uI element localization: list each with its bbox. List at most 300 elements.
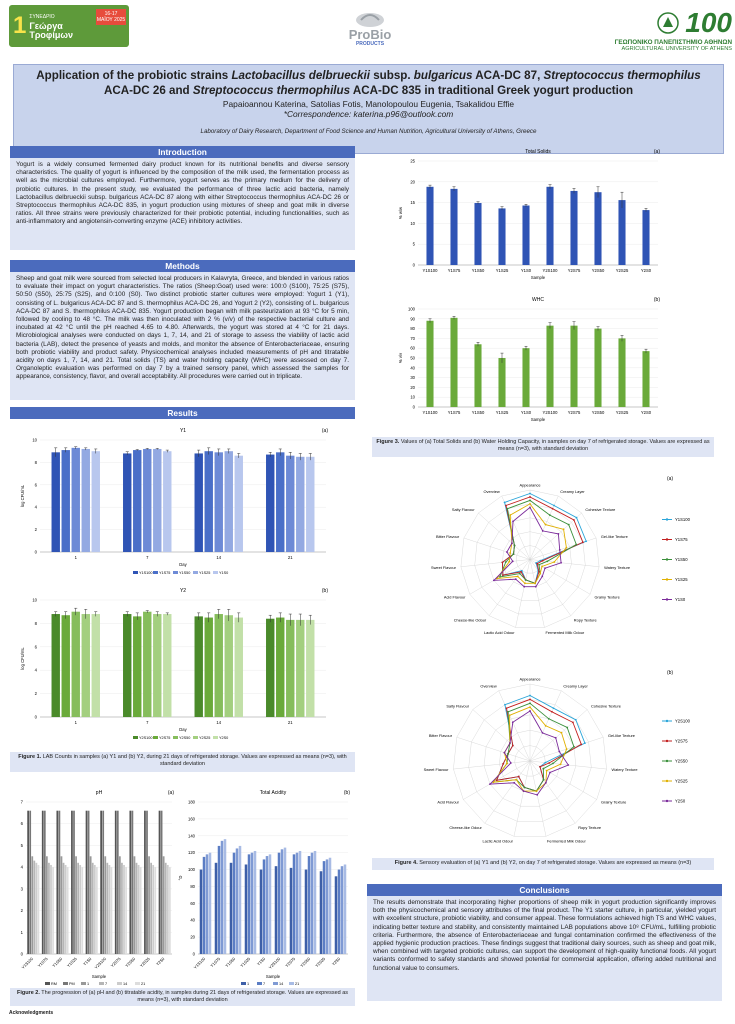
fig2a-ytick-label: 1 (20, 929, 23, 935)
fig4b-axis-label: Bitter Flavour (428, 733, 453, 739)
fig3b-xtick-label: Y2S25 (615, 410, 629, 415)
conclusions-text: The results demonstrate that incorporating higher proportions of sheep milk in yogurt production significantly improves both the physicochemical and sensory attributes of the final product. The Y1 starter culture, in particular, yielded yogurt with excellent structure, probiotic viability, and consumer appeal. These formulations achieved high TS and WHC values, indicating better texture and stability, and consistently maintained LAB populations above 10⁸ CFU/mL, fulfilling probiotic criteria. Furthermore, the absence of Enterobacteriaceae and fungal contamination confirmed the effectiveness of the applied hygienic production practices. These findings suggest that traditional dairy sources, such as sheep and goat milk, when combined with targeted probiotic cultures, can support the development of high-quality functional foods. All yogurt variants conformed to safety standards and showed potential for commercial application, offering added nutritional and functional value to consumers. (367, 896, 722, 1001)
fig2a-bar (140, 867, 142, 954)
fig4a-point (576, 517, 578, 519)
fig2b-bar (269, 854, 272, 954)
fig2b-legend-label: 21 (295, 982, 300, 986)
fig2a-ytick-label: 5 (20, 842, 23, 848)
fig1a-bar (195, 453, 203, 552)
fig2a-bar (109, 865, 111, 954)
fig4b-point (566, 748, 568, 750)
fig2a-xtick-label: Y2S75 (109, 956, 122, 969)
fig1a-ytick-label: 2 (34, 527, 37, 533)
fig4a-point (553, 505, 555, 507)
fig2b-bar (341, 866, 344, 954)
fig2b-bar (293, 854, 296, 954)
fig2a-bar (106, 863, 108, 954)
fig4a-legend-marker (666, 578, 668, 580)
fig2b-bar (290, 868, 293, 954)
fig2a-bar (27, 811, 29, 954)
fig2b-xtick-label: Y2S75 (284, 956, 297, 969)
fig3b-xlabel: Sample (530, 417, 546, 422)
fig3a-ytick-label: 0 (412, 262, 415, 268)
fig1a-panel-label: (a) (321, 428, 328, 434)
fig4a-point (506, 551, 508, 553)
fig4a-point (529, 503, 531, 505)
fig4b-point (529, 706, 531, 708)
fig4b-point (543, 779, 545, 781)
fig4b-point (536, 794, 538, 796)
fig3a-ytick-label: 25 (410, 158, 415, 164)
fig2b-bar (281, 849, 284, 954)
fig1b-bar (163, 614, 171, 717)
fig3b-bar (450, 318, 457, 407)
fig1a-bar (276, 452, 284, 552)
fig2b-legend-label: 14 (279, 982, 284, 986)
fig2a-ytick-label: 3 (20, 886, 23, 892)
fig4a-legend-marker (666, 518, 668, 520)
probio-subtitle: PRODUCTS (355, 40, 385, 47)
fig4a-point (502, 574, 504, 576)
fig2a-legend-swatch (135, 982, 140, 985)
fig4a-point (517, 575, 519, 577)
fig2b-ylabel: °D (178, 875, 183, 881)
fig4a-legend-label: Y1S75 (675, 537, 688, 542)
fig2b-xtick-label: Y1S100 (192, 956, 207, 970)
fig2a-bar (77, 863, 79, 954)
fig4b-legend-label: Y2S25 (675, 778, 688, 784)
fig4a-panel-label: (a) (666, 476, 674, 482)
fig4a-point (519, 573, 521, 575)
fig1b-xtick-label: 1 (74, 720, 77, 725)
fig2a-bar (79, 865, 81, 954)
fig3a-bar (426, 187, 433, 265)
fig3a-ytick-label: 5 (412, 241, 415, 247)
fig3b-bar (426, 321, 433, 407)
fig2b-bar (239, 846, 242, 954)
fig2b-ytick-label: 180 (188, 799, 195, 805)
methods-text: Sheep and goat milk were sourced from selected local producers in Kalavryta, Greece, and blended in various ratios to evaluate their impact on yogurt characteristics. The ratios (Sheep:Goat) used were: 100:0 (S100), 75:25 (S75), 50:50 (S50), 25:75 (S25), and 0:100 (S0). Two distinct probiotic starter cultures were employed: Yogurt 1 (Y1), consisting of L. bulgaricus ACA-DC 87 and S. thermophilus ACA-DC 26, and Yogurt 2 (Y2), consisting of L. bulgaricus ACA-DC 87 and S. thermophilus ACA-DC 835. Yogurt production began with milk pasteurization at 93 °C for 5 min, followed by cooling to 48 °C. The milk was then inoculated with 2 % (v/v) of the respective bacterial culture and incubated at 42 °C until the pH reached 4.65 to 4.80. Afterwards, the yogurt was stored at 4 °C for 21 days. Microbiological analyses were conducted on days 1, 7, 14, and 21 of storage to assess the viability of lactic acid bacteria (LAB), detect the presence of yeasts and molds, and monitor the absence of Enterobacteriaceae, ensuring both probiotic viability and product safety. Physicochemical analyses included measurements of pH and titratable acidity on days 1, 7, 14, and 21. Total solids (TS) and water holding capacity (WHC) were assessed on day 7. Organoleptic evaluation was performed on day 7 by a trained sensory panel, which assessed the samples for appearance, consistency, flavor, and overall acceptability. All procedures were carried out in triplicate. (10, 272, 355, 400)
fig1a-bar (82, 449, 90, 552)
fig4b-point (555, 737, 557, 739)
fig2b-bar (236, 848, 239, 954)
fig2b-xtick-label: Y2S50 (299, 956, 312, 969)
fig3a-xlabel: Sample (530, 275, 546, 280)
fig2b-legend-swatch (289, 982, 294, 985)
fig4b-point (545, 725, 547, 727)
fig2a-ytick-label: 0 (20, 951, 23, 957)
fig1a-ytick-label: 8 (34, 459, 37, 465)
fig4b-chart (410, 664, 720, 854)
fig4a-point (512, 521, 514, 523)
fig4a-point (534, 582, 536, 584)
fig3-caption: Figure 3. Values of (a) Total Solids and (b) Water Holding Capacity, in samples on day 7 of refrigerated storage. Values are expressed as means (n=3), with standard deviation (372, 437, 714, 457)
fig4a-point (575, 544, 577, 546)
fig4b-axis-label: Appearance (519, 676, 541, 682)
fig2a-bar (52, 867, 54, 954)
fig2a-legend-label: RM (51, 982, 57, 986)
fig3b-ytick-label: 40 (410, 365, 415, 371)
fig2b-title: Total Acidity (259, 790, 287, 796)
fig4a-point (552, 508, 554, 510)
fig3a-ytick-label: 10 (410, 220, 415, 226)
fig1b-chart (10, 580, 348, 745)
fig2b-ytick-label: 0 (192, 951, 195, 957)
university-logo (560, 4, 732, 54)
fig3b-bar (522, 348, 529, 407)
fig1a-legend-label: Y1S100 (139, 571, 153, 575)
fig2b-xtick-label: Y1S75 (209, 956, 222, 969)
fig4a-legend-marker (666, 538, 668, 540)
fig1b-legend-label: Y2S25 (199, 736, 211, 740)
fig3a-bar (498, 208, 505, 265)
fig2b-ytick-label: 80 (190, 883, 195, 889)
fig2b-bar (323, 861, 326, 954)
fig3a-xtick-label: Y1S100 (422, 268, 438, 273)
fig4b-point (544, 762, 546, 764)
fig3a-xtick-label: Y2S50 (591, 268, 605, 273)
fig3b-xtick-label: Y1S50 (471, 410, 485, 415)
fig1b-legend-swatch (133, 736, 138, 739)
fig4a-axis-label: Watery Texture (604, 564, 631, 570)
fig1b-legend-swatch (193, 736, 198, 739)
fig4b-point (529, 695, 531, 697)
fig1b-legend-label: Y2S50 (179, 736, 191, 740)
fig2b-chart (176, 780, 356, 1002)
fig4a-point (509, 514, 511, 516)
fig1b-bar (143, 612, 151, 717)
fig4b-point (566, 727, 568, 729)
fig3b-bar (618, 338, 625, 407)
fig2b-xtick-label: Y2S25 (314, 956, 327, 969)
fig4a-point (515, 578, 517, 580)
fig1b-ytick-label: 4 (34, 667, 37, 673)
fig4a-point (529, 496, 531, 498)
fig4a-point (563, 528, 565, 530)
correspondence: *Correspondence: katerina.p96@outlook.com (283, 109, 454, 119)
fig2a-bar (92, 863, 94, 954)
fig2a-xtick-label: Y1S75 (36, 956, 49, 969)
fig4b-point (523, 786, 525, 788)
fig1a-ytick-label: 0 (34, 549, 37, 555)
fig1a-bar (133, 450, 141, 552)
fig3b-xtick-label: Y2S75 (567, 410, 581, 415)
fig2a-xtick-label: Y2S100 (93, 956, 108, 970)
fig1a-bar (123, 453, 131, 552)
fig2a-legend-label: 21 (141, 982, 146, 986)
university-name-en: AGRICULTURAL UNIVERSITY OF ATHENS (621, 45, 732, 52)
fig4a-point (538, 564, 540, 566)
fig1b-xlabel: Day (179, 727, 187, 732)
fig4b-point (551, 711, 553, 713)
fig1a-xtick-label: 21 (287, 555, 293, 560)
fig3a-xtick-label: Y2S100 (542, 268, 558, 273)
fig2a-bar (115, 811, 117, 954)
fig3b-ytick-label: 20 (410, 384, 415, 390)
fig4b-legend-label: Y2S50 (675, 758, 688, 764)
fig2a-panel-label: (a) (167, 790, 174, 796)
introduction-text: Yogurt is a widely consumed fermented dairy product known for its nutritional benefits and diverse sensory characteristics. The quality of yogurt is influenced by the composition of the milk used, the fermentation process as well as the microbial cultures employed. Furthermore, yogurt serves as the primary medium for the delivery of probiotic cultures. In the present study, we evaluated the performance of three lactic acid bacteria, namely Lactobacillus delbrueckii subsp. bulgaricus ACA-DC 87 along with either Streptococcus thermophilus ACA-DC 26 or Streptococcus thermophilus ACA-DC 835, in yogurt production using mixtures of sheep and goat milk in diverse ratios. All three strains were previously characterized for their probiotic potential, including functionalities, such as anti-inflammatory and angiotensin-converting enzyme (ACE) inhibitory activities. (10, 158, 355, 250)
fig1a-bar (143, 449, 151, 552)
fig4b-point (549, 772, 551, 774)
fig2b-panel-label: (b) (343, 790, 350, 796)
fig3b-bar (594, 329, 601, 407)
fig2a-bar (44, 811, 46, 954)
fig2a-bar (104, 856, 106, 954)
fig2a-bar (63, 863, 65, 954)
fig2a-xtick-label: Y1S25 (65, 956, 78, 969)
fig4a-point (504, 501, 506, 503)
fig3b-xtick-label: Y1S75 (447, 410, 461, 415)
fig4a-point (523, 586, 525, 588)
fig3b-xtick-label: Y1S100 (422, 410, 438, 415)
fig2a-legend-label: 7 (105, 982, 108, 986)
fig4a-point (565, 547, 567, 549)
fig1a-bar (296, 457, 304, 552)
conference-name-1: Γεώργα (29, 20, 63, 31)
fig2a-bar (50, 865, 52, 954)
fig3a-xtick-label: Y1S25 (495, 268, 509, 273)
probio-name: ProBio (348, 26, 392, 42)
fig3a-ylabel: % w/w (398, 206, 403, 220)
fig4a-legend-marker (666, 598, 668, 600)
fig4a-axis-label: Sweet Flavour (431, 564, 456, 570)
fig2b-bar (311, 853, 314, 954)
fig3b-bar (570, 326, 577, 407)
fig4b-panel-label: (b) (666, 670, 674, 676)
fig4a-axis-label: Creamy Layer (560, 488, 585, 494)
fig3a-ytick-label: 20 (410, 179, 415, 185)
fig2a-bar (65, 865, 67, 954)
fig1a-bar (205, 451, 213, 552)
fig2a-legend-swatch (81, 982, 86, 985)
fig2a-bar (159, 811, 161, 954)
fig2a-bar (86, 811, 88, 954)
fig4b-point (558, 751, 560, 753)
fig4a-axis-label: Grainy Texture (594, 594, 620, 600)
fig2a-bar (123, 865, 125, 954)
fig4a-point (546, 560, 548, 562)
fig3a-bar (642, 210, 649, 265)
fig3a-bar (522, 206, 529, 265)
fig4b-legend-marker (666, 800, 668, 802)
fig2b-ytick-label: 20 (190, 934, 195, 940)
fig1a-legend-swatch (193, 571, 198, 574)
fig4a-point (558, 533, 560, 535)
fig1a-legend-label: Y1S50 (179, 571, 191, 575)
fig3b-ytick-label: 60 (410, 345, 415, 351)
fig2b-ytick-label: 120 (188, 850, 195, 856)
fig3b-title: WHC (532, 297, 544, 303)
fig4a-axis-label: Cheese-like Odour (453, 617, 487, 623)
conference-dates: 16-17 ΜΑΪΟΥ 2025 (96, 11, 126, 23)
fig2a-xtick-label: Y1S100 (20, 956, 35, 970)
fig3a-bar (546, 187, 553, 265)
fig3a-bar (474, 203, 481, 265)
fig2b-ytick-label: 40 (190, 917, 195, 923)
fig1a-bar (235, 456, 243, 552)
fig4b-point (507, 711, 509, 713)
fig4b-point (553, 707, 555, 709)
fig2a-bar (146, 811, 148, 954)
fig4b-legend-marker (666, 780, 668, 782)
fig4a-axis-label: Gel-like Texture (600, 533, 628, 539)
fig3b-ytick-label: 10 (410, 394, 415, 400)
fig4b-axis-label: Salty Flavour (446, 703, 470, 709)
fig4a-axis-label: Salty Flavour (451, 507, 475, 513)
fig4a-legend-label: Y1S100 (675, 517, 690, 522)
conference-name-2: Τροφίμων (29, 29, 73, 40)
fig2b-bar (338, 870, 341, 954)
fig2a-legend-label: PM (69, 982, 75, 986)
fig4a-point (524, 582, 526, 584)
fig4b-point (504, 704, 506, 706)
fig1b-ytick-label: 2 (34, 691, 37, 697)
fig3a-xtick-label: Y2S75 (567, 268, 581, 273)
fig1a-bar (225, 451, 233, 552)
fig2a-bar (42, 811, 44, 954)
fig4a-point (529, 493, 531, 495)
fig2b-bar (326, 859, 329, 954)
fig4a-point (539, 573, 541, 575)
fig2b-bar (215, 863, 218, 954)
university-emblem-icon (657, 12, 679, 34)
fig2b-bar (275, 866, 278, 954)
fig2b-bar (314, 851, 317, 954)
fig2a-xlabel: Sample (91, 974, 107, 979)
fig1b-ytick-label: 6 (34, 644, 37, 650)
fig1b-legend-swatch (173, 736, 178, 739)
fig1b-bar (276, 618, 284, 717)
fig3a-xtick-label: Y1S50 (471, 268, 485, 273)
fig4a-point (511, 542, 513, 544)
fig2b-bar (260, 870, 263, 954)
fig4a-point (559, 549, 561, 551)
fig3b-bar (546, 326, 553, 407)
fig4b-point (506, 707, 508, 709)
fig4b-point (567, 764, 569, 766)
fig4b-point (496, 779, 498, 781)
fig2a-chart (8, 780, 178, 1002)
fig2a-bar (161, 811, 163, 954)
fig4a-point (512, 560, 514, 562)
fig4a-spoke (478, 513, 530, 560)
fig2a-bar (48, 863, 50, 954)
fig1b-xtick-label: 14 (216, 720, 222, 725)
fig4a-axis-label: Acid Flavour (443, 594, 466, 600)
fig1a-legend-swatch (173, 571, 178, 574)
fig4a-point (545, 524, 547, 526)
fig3a-bar (594, 192, 601, 265)
fig4b-point (545, 782, 547, 784)
fig1a-bar (306, 457, 314, 552)
fig2b-legend-swatch (273, 982, 278, 985)
fig1b-bar (266, 619, 274, 717)
fig1b-panel-label: (b) (321, 588, 328, 594)
fig2a-bar (129, 811, 131, 954)
fig1b-bar (92, 614, 100, 717)
fig4a-legend-label: Y1S0 (675, 597, 686, 602)
fig4b-point (552, 763, 554, 765)
fig4b-axis-label: Cohesive Texture (590, 703, 621, 709)
fig4b-point (548, 762, 550, 764)
fig1b-bar (72, 612, 80, 717)
fig3a-xtick-label: Y1S75 (447, 268, 461, 273)
fig4b-point (516, 779, 518, 781)
fig4b-axis-label: Fermented Milk Odour (547, 838, 586, 844)
fig2b-bar (245, 864, 248, 954)
fig1a-legend-swatch (213, 571, 218, 574)
fig4b-point (518, 776, 520, 778)
fig4b-point (575, 719, 577, 721)
fig4b-point (507, 753, 509, 755)
fig2b-ytick-label: 100 (188, 867, 195, 873)
fig1b-legend-label: Y2S0 (219, 736, 229, 740)
fig1a-legend-swatch (133, 571, 138, 574)
fig1b-bar (195, 616, 203, 717)
fig2-caption: Figure 2. The progression of (a) pH and (b) titratable acidity, in samples during 21 days of refrigerated storage. Values are expressed as means (n=3), with standard deviation (10, 988, 355, 1006)
fig1b-bar (205, 618, 213, 717)
fig1b-xtick-label: 7 (146, 720, 149, 725)
fig4-caption: Figure 4. Sensory evaluation of (a) Y1 and (b) Y2, on day 7 of refrigerated storage. Values are expressed as means (n=3) (372, 858, 714, 870)
fig4a-point (541, 575, 543, 577)
fig4a-point (560, 562, 562, 564)
fig2a-xtick-label: Y2S25 (138, 956, 151, 969)
fig2a-bar (56, 811, 58, 954)
fig1a-bar (286, 456, 294, 552)
fig1a-bar (266, 455, 274, 552)
fig2b-bar (200, 870, 203, 954)
fig4a-point (529, 500, 531, 502)
fig4a-point (541, 566, 543, 568)
fig4b-axis-label: Ropy Texture (578, 824, 602, 830)
fig4b-axis-label: Lactic Acid Odour (482, 838, 513, 844)
fig2b-bar (224, 839, 227, 954)
fig1a-legend-swatch (153, 571, 158, 574)
fig2a-bar (132, 811, 134, 954)
fig1a-ytick-label: 10 (32, 437, 37, 443)
fig1b-bar (123, 614, 131, 717)
fig2a-legend-label: 1 (87, 982, 90, 986)
fig4a-point (536, 563, 538, 565)
fig3b-panel-label: (b) (653, 297, 660, 303)
fig4b-point (539, 766, 541, 768)
fig4a-point (508, 561, 510, 563)
probio-logo (330, 6, 410, 50)
fig4b-point (503, 752, 505, 754)
fig1b-bar (62, 615, 70, 717)
fig2a-bar (71, 811, 73, 954)
fig3b-ytick-label: 0 (412, 404, 415, 410)
fig4a-point (542, 560, 544, 562)
fig4a-point (505, 561, 507, 563)
fig1a-bar (72, 448, 80, 552)
fig4b-point (560, 763, 562, 765)
fig1b-bar (286, 620, 294, 717)
fig2a-bar (88, 811, 90, 954)
fig3b-ytick-label: 50 (410, 355, 415, 361)
fig2b-bar (248, 854, 251, 954)
fig1a-xtick-label: 7 (146, 555, 149, 560)
fig4a-point (582, 541, 584, 543)
fig2b-bar (278, 853, 281, 954)
fig3b-xtick-label: Y1S0 (520, 410, 532, 415)
poster-title: Application of the probiotic strains Lactobacillus delbrueckii subsp. bulgaricus ACA-DC 87, Streptococcus thermophilus ACA-DC 26 and Streptococcus thermophilus ACA-DC 835 in traditional Greek yogurt production (36, 69, 701, 97)
fig3b-bar (642, 351, 649, 407)
fig2a-bar (81, 867, 83, 954)
fig2b-bar (299, 851, 302, 954)
fig3a-bar (450, 189, 457, 265)
